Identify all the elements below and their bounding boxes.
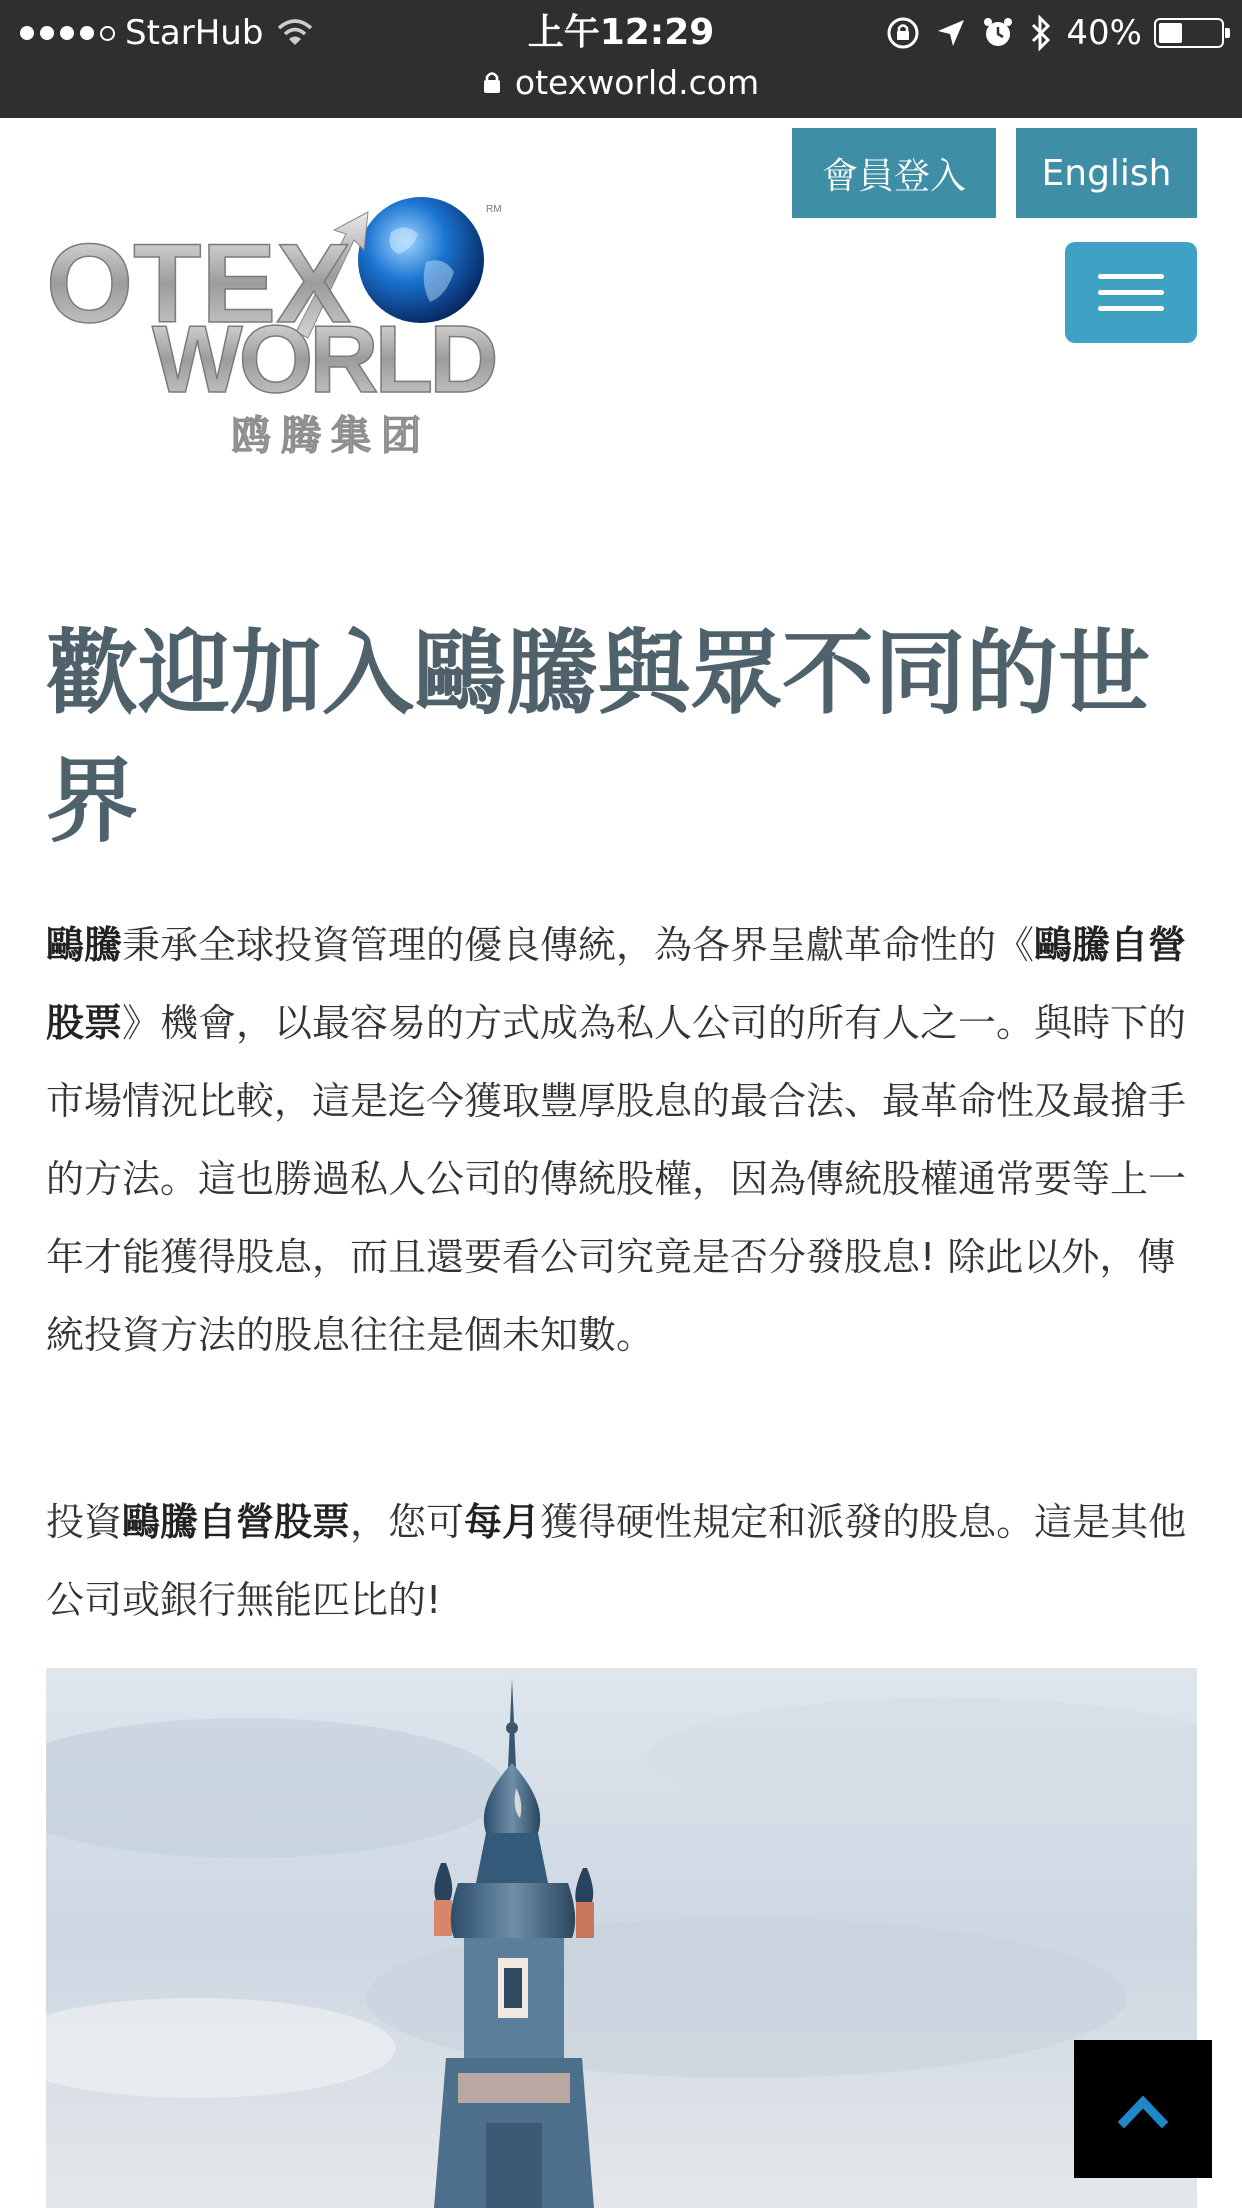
paragraph-text: ，您可	[350, 1500, 465, 1544]
paragraph-text: 投資	[46, 1500, 123, 1544]
menu-bar	[1098, 306, 1164, 311]
hamburger-menu-icon[interactable]	[1065, 242, 1197, 343]
bluetooth-icon	[1030, 15, 1052, 51]
battery-fill	[1159, 23, 1182, 43]
battery-percent: 40%	[1066, 13, 1142, 53]
lock-icon	[483, 70, 501, 94]
bold-text: 鷗騰	[46, 923, 123, 967]
bold-text: 鷗騰自營股票	[46, 923, 1187, 1045]
clock: 上午12:29	[527, 12, 715, 53]
page-title: 歡迎加入鷗騰與眾不同的世界	[46, 620, 1151, 855]
logo-rm: RM	[486, 204, 502, 215]
address-bar[interactable]	[0, 60, 1242, 104]
chevron-up-icon	[1074, 2040, 1212, 2178]
watercolor-tower-image	[46, 1668, 1197, 2208]
logo-world: WORLD	[152, 306, 495, 413]
paragraph-text: 秉承全球投資管理的優良傳統，為各界呈獻革命性的《	[122, 923, 1035, 967]
battery-icon	[1154, 18, 1224, 48]
bold-text: 每月	[464, 1500, 541, 1544]
status-bar	[0, 0, 1242, 118]
location-arrow-icon	[936, 18, 966, 48]
alarm-icon	[982, 17, 1014, 49]
otexworld-logo[interactable]	[46, 192, 506, 464]
member-login-button[interactable]: 會員登入	[792, 128, 996, 218]
bold-text: 鷗騰自營股票	[122, 1500, 351, 1544]
battery-cap	[1225, 28, 1230, 38]
carrier-name: StarHub	[125, 13, 264, 53]
status-icons	[870, 8, 1224, 58]
back-to-top-button[interactable]	[1074, 2040, 1212, 2178]
menu-bar	[1098, 274, 1164, 279]
logo-chinese: 鸥腾集团	[231, 413, 431, 459]
english-language-button[interactable]: English	[1016, 128, 1197, 218]
intro-paragraph	[46, 906, 1196, 1374]
paragraph-text: 》機會，以最容易的方式成為私人公司的所有人之一。與時下的市場情況比較，這是迄今獲取豐厚股息的最合法、最革命性及最搶手的方法。這也勝過私人公司的傳統股權，因為傳統股權通常要等上一年才能獲得股息，而且還要看公司究竟是否分發股息! 除此以外，傳統投資方法的股息往往是個未知數。	[46, 1001, 1187, 1357]
logo-otex: OTEX	[46, 221, 351, 346]
paragraph-text: 獲得硬性規定和派發的股息。這是其他公司或銀行無能匹比的!	[46, 1500, 1187, 1622]
rotation-lock-icon	[886, 16, 920, 50]
menu-bar	[1098, 290, 1164, 295]
dividend-paragraph	[46, 1483, 1196, 1639]
url-text: otexworld.com	[514, 62, 760, 102]
globe-icon	[358, 197, 484, 323]
